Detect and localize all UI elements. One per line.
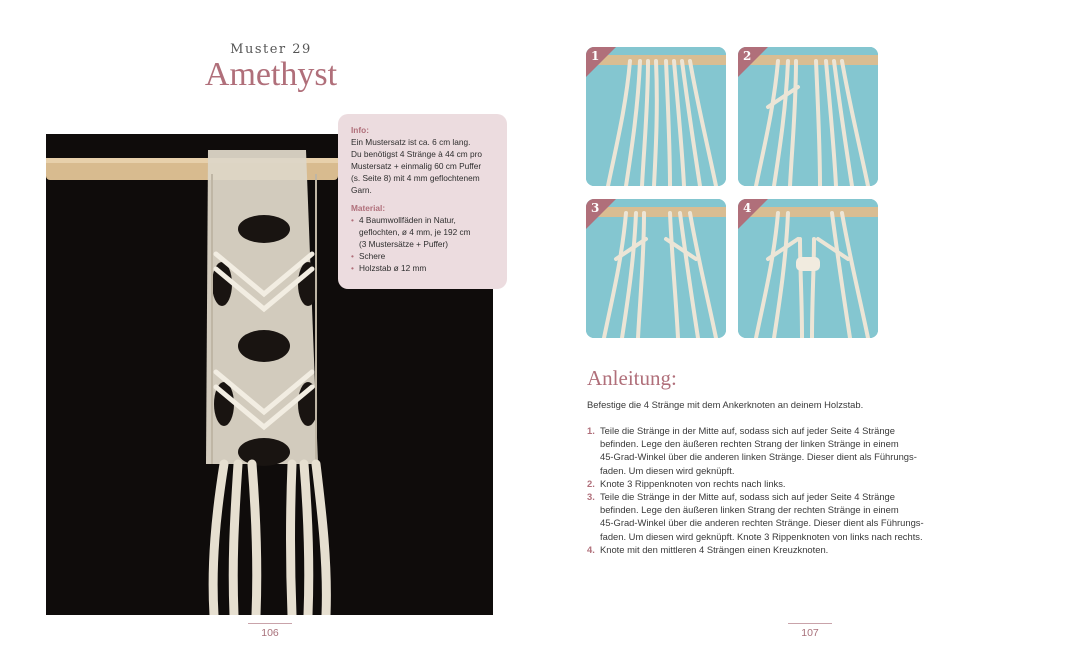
step-image-1 <box>586 47 726 186</box>
step-image-4 <box>738 199 878 338</box>
info-line: Du benötigst 4 Stränge à 44 cm pro <box>351 149 482 159</box>
material-line: 4 Baumwollfäden in Natur, <box>359 215 456 225</box>
material-heading: Material: <box>351 203 386 213</box>
page-title: Amethyst <box>204 56 338 93</box>
step-list-number: 2. <box>587 477 595 489</box>
page-rule <box>788 623 832 624</box>
info-line: Garn. <box>351 185 372 195</box>
step-list-number: 1. <box>587 425 595 436</box>
step-number: 2 <box>743 49 752 63</box>
step-list-number: 4. <box>587 543 595 555</box>
bullet-icon: • <box>351 215 354 225</box>
info-line: Ein Mustersatz ist ca. 6 cm lang. <box>351 137 471 147</box>
steps-list <box>587 424 947 556</box>
step-item <box>587 543 947 556</box>
material-item <box>351 262 497 274</box>
info-line: Mustersatz + einmalig 60 cm Puffer <box>351 161 482 171</box>
step-line: 45-Grad-Winkel über die anderen rechten Stränge. Dieser dient als Führungs- <box>600 517 924 529</box>
step-item <box>587 424 947 477</box>
step-line: faden. Um diesen wird geknüpft. <box>600 464 735 476</box>
material-line: geflochten, ø 4 mm, je 192 cm <box>359 227 471 237</box>
instructions-heading: Anleitung: <box>587 366 677 390</box>
info-box <box>338 114 507 289</box>
step-list-number: 3. <box>587 491 595 503</box>
material-item <box>351 214 497 250</box>
step-line: Teile die Stränge in der Mitte auf, sodass sich auf jeder Seite 4 Stränge <box>600 425 895 436</box>
info-line: (s. Seite 8) mit 4 mm geflochtenem <box>351 173 480 183</box>
step-line: befinden. Lege den äußeren rechten Strang der linken Stränge in einem <box>600 438 899 450</box>
step-item <box>587 490 947 543</box>
step-item <box>587 477 947 490</box>
step-line: Teile die Stränge in der Mitte auf, sodass sich auf jeder Seite 4 Stränge <box>600 491 895 503</box>
step-number: 4 <box>743 201 752 215</box>
pattern-label: Muster 29 <box>230 42 312 57</box>
step-line: 45-Grad-Winkel über die anderen linken Stränge. Dieser dient als Führungs- <box>600 451 917 463</box>
step-number: 3 <box>591 201 600 215</box>
page-number-left: 106 <box>261 627 279 639</box>
material-list <box>351 214 497 274</box>
step-image-3 <box>586 199 726 338</box>
bullet-icon: • <box>351 263 354 273</box>
material-item <box>351 250 497 262</box>
step-line: Knote mit den mittleren 4 Strängen einen Kreuzknoten. <box>600 543 829 555</box>
step-number: 1 <box>591 49 600 63</box>
info-heading: Info: <box>351 125 369 135</box>
step-line: faden. Um diesen wird geknüpft. Knote 3 Rippenknoten von links nach rechts. <box>600 530 923 542</box>
material-line: Holzstab ø 12 mm <box>359 263 427 273</box>
page-number-right: 107 <box>801 627 819 639</box>
step-image-2 <box>738 47 878 186</box>
step-line: Knote 3 Rippenknoten von rechts nach links. <box>600 477 786 489</box>
step-line: befinden. Lege den äußeren linken Strang der rechten Stränge in einem <box>600 504 899 516</box>
intro-text: Befestige die 4 Stränge mit dem Ankerknoten an deinem Holzstab. <box>587 399 864 410</box>
material-line: (3 Mustersätze + Puffer) <box>359 239 449 249</box>
page-rule <box>248 623 292 624</box>
material-line: Schere <box>359 251 386 261</box>
bullet-icon: • <box>351 251 354 261</box>
